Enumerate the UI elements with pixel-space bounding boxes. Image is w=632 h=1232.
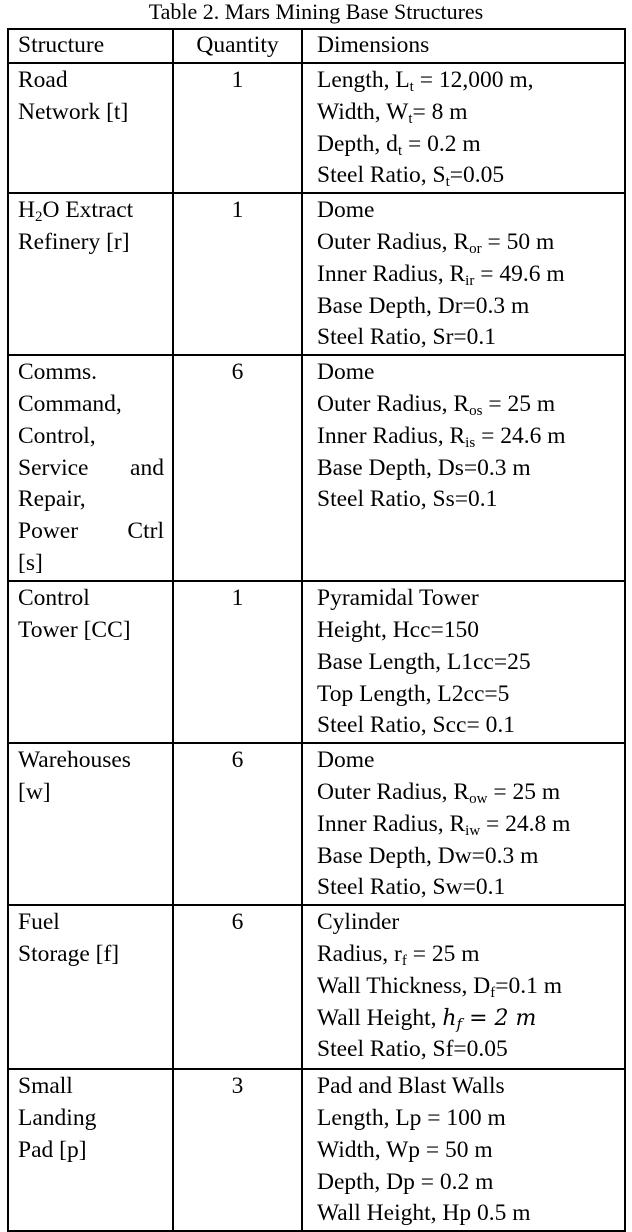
structure-cell	[8, 193, 173, 355]
structure-cell	[8, 1069, 173, 1231]
dimension-line: Length, Lp = 100 m	[317, 1104, 506, 1131]
dimensions-cell	[302, 1069, 625, 1231]
quantity-cell: 6	[173, 905, 302, 1069]
structure-line: Landing	[18, 1104, 97, 1131]
dimension-line: Steel Ratio, Sr=0.1	[317, 324, 497, 351]
dimension-line: Base Depth, Dr=0.3 m	[317, 292, 530, 319]
dimension-line: Steel Ratio, Sw=0.1	[317, 874, 506, 901]
dimension-line: Outer Radius, $R_{or} = 50$ m	[317, 228, 555, 257]
structure-line: $H_2O$ Extract	[18, 197, 134, 226]
table-row	[8, 581, 625, 743]
dimension-line: Length, $L_t = 12,000$ m,	[317, 67, 534, 95]
dimensions-cell	[302, 581, 625, 743]
dimension-line: Steel Ratio, $S_t=0.05$	[317, 162, 505, 191]
structure-line: Power Ctrl	[18, 518, 164, 545]
dimension-line: Dome	[317, 197, 375, 224]
dimension-line: Inner Radius, $R_{is} = 24.6$ m	[317, 422, 566, 451]
dimension-line: Wall Height, Hp 0.5 m	[317, 1200, 531, 1227]
dimension-line: Steel Ratio, Scc= 0.1	[317, 712, 515, 739]
dimension-line: Depth, Dp = 0.2 m	[317, 1168, 494, 1195]
dimensions-cell	[302, 905, 625, 1069]
structure-line: Command,	[18, 390, 122, 417]
dimension-line: Top Length, L2cc=5	[317, 680, 510, 707]
structure-line: [w]	[18, 778, 51, 805]
structure-line: Storage [f]	[18, 940, 120, 967]
table-row	[8, 1069, 625, 1231]
dimension-line: Dome	[317, 359, 375, 386]
structure-line: Service and	[18, 454, 164, 481]
header-structure: Structure	[8, 29, 173, 63]
dimension-line: Depth, $d_t = 0.2$ m	[317, 130, 481, 159]
structure-line: Comms.	[18, 359, 98, 386]
structures-table	[7, 28, 626, 1232]
dimension-line: Inner Radius, $R_{iw} = 24.8$ m	[317, 810, 571, 839]
table-row	[8, 355, 625, 581]
dimension-line: Base Length, L1cc=25	[317, 648, 531, 675]
dimension-line: Wall Thickness, $D_f=0.1$ m	[317, 972, 563, 1001]
quantity-cell: 6	[173, 355, 302, 581]
quantity-cell: 3	[173, 1069, 302, 1231]
structure-line: Network [t]	[18, 98, 129, 125]
dimensions-cell	[302, 193, 625, 355]
table-row	[8, 63, 625, 193]
dimension-line: Radius, $r_f = 25$ m	[317, 940, 480, 969]
dimensions-cell	[302, 63, 625, 193]
dimension-line: Base Depth, Ds=0.3 m	[317, 454, 531, 481]
dimension-line: Cylinder	[317, 909, 400, 936]
structure-line: Control	[18, 585, 90, 612]
structure-line: Tower [CC]	[18, 616, 131, 643]
structure-line: Road	[18, 67, 68, 93]
structure-line: Control,	[18, 422, 96, 449]
structure-line: Refinery [r]	[18, 228, 130, 255]
structure-line: Repair,	[18, 486, 86, 513]
dimension-line: Inner Radius, $R_{ir} = 49.6$ m	[317, 260, 565, 289]
dimension-line: Pad and Blast Walls	[317, 1073, 505, 1100]
structure-line: Small	[18, 1073, 73, 1100]
structure-cell	[8, 743, 173, 905]
table-row	[8, 743, 625, 905]
dimension-line: Wall Height, $h_f = 2$ m	[317, 1004, 537, 1033]
dimension-line: Pyramidal Tower	[317, 585, 479, 612]
structure-line: Fuel	[18, 909, 60, 936]
quantity-cell: 1	[173, 193, 302, 355]
dimension-line: Width, $W_t= 8$ m	[317, 98, 468, 127]
dimensions-cell	[302, 355, 625, 581]
table-caption: Table 2. Mars Mining Base Structures	[148, 0, 484, 24]
dimension-line: Outer Radius, $R_{ow} = 25$ m	[317, 778, 561, 807]
table-header-row	[8, 29, 625, 63]
dimension-line: Width, Wp = 50 m	[317, 1136, 493, 1163]
quantity-cell: 6	[173, 743, 302, 905]
header-quantity: Quantity	[173, 29, 302, 63]
quantity-cell: 1	[173, 63, 302, 193]
dimension-line: Base Depth, Dw=0.3 m	[317, 842, 539, 869]
dimension-line: Height, Hcc=150	[317, 616, 480, 643]
quantity-cell: 1	[173, 581, 302, 743]
table-row	[8, 193, 625, 355]
dimension-line: Dome	[317, 747, 375, 774]
header-dimensions: Dimensions	[302, 29, 625, 63]
math-expression: $h_f = 2$ m	[442, 1005, 537, 1033]
table-row	[8, 905, 625, 1069]
structure-line: [s]	[18, 549, 43, 576]
dimension-line: Outer Radius, $R_{os} = 25$ m	[317, 390, 556, 419]
dimensions-cell	[302, 743, 625, 905]
dimension-line: Steel Ratio, Ss=0.1	[317, 486, 498, 513]
structure-cell	[8, 905, 173, 1069]
structure-cell	[8, 355, 173, 581]
structure-line: Warehouses	[18, 747, 131, 774]
dimension-line: Steel Ratio, Sf=0.05	[317, 1036, 508, 1063]
structure-line: Pad [p]	[18, 1136, 87, 1163]
structure-cell	[8, 63, 173, 193]
structure-cell	[8, 581, 173, 743]
